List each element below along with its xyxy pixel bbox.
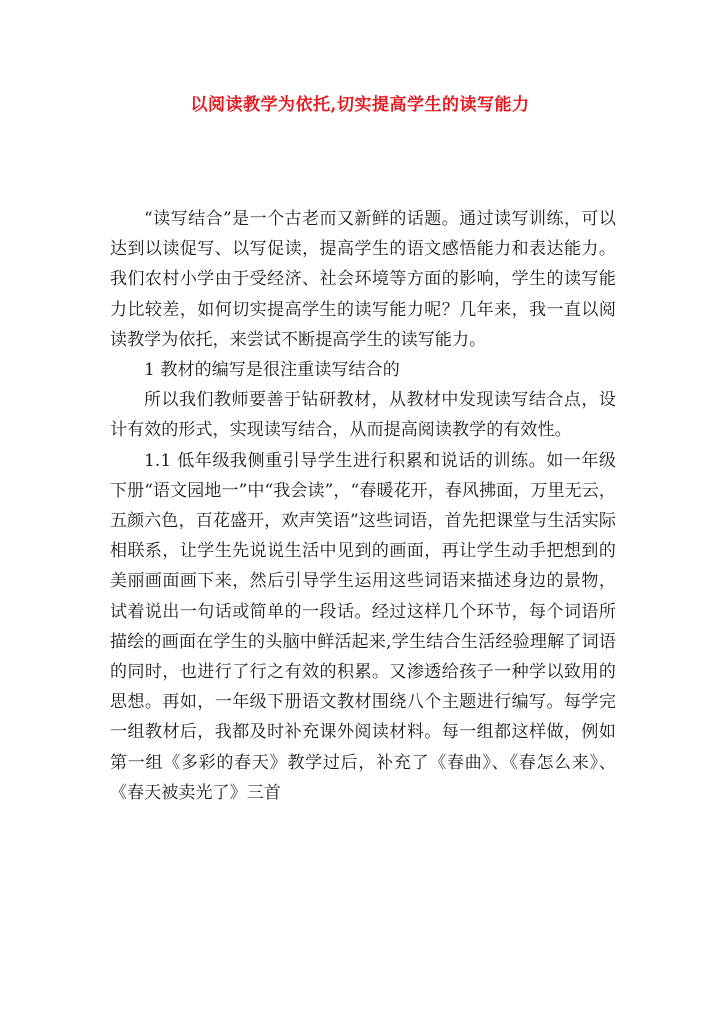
paragraph-intro: “读写结合”是一个古老而又新鲜的话题。通过读写训练，可以达到以读促写、以写促读，提高学生的语文感悟能力和表达能力。我们农村小学由于受经济、社会环境等方面的影响，学生的读写能力比较差，如何切实提高学生的读写能力呢？几年来，我一直以阅读教学为依托，来尝试不断提高学生的读写能力。 — [110, 209, 616, 350]
document-title: 以阅读教学为依托,切实提高学生的读写能力 — [190, 95, 530, 115]
paragraph-section-1-1: 1.1 低年级我侧重引导学生进行积累和说话的训练。如一年级下册“语文园地一”中“我会读”，“春暖花开，春风拂面，万里无云，五颜六色，百花盛开，欢声笑语”这些词语，首先把课堂与生活实际相联系，让学生先说说生活中见到的画面，再让学生动手把想到的美丽画面画下来，然后引导学生运用这些词语来描述身边的景物，试着说出一句话或简单的一段话。经过这样几个环节，每个词语所描绘的画面在学生的头脑中鲜活起来,学生结合生活经验理解了词语的同时，也进行了行之有效的积累。又渗透给孩子一种学以致用的思想。再如，一年级下册语文教材围绕八个主题进行编写。每学完一组教材后，我都及时补充课外阅读材料。每一组都这样做，例如第一组《多彩的春天》教学过后，补充了《春曲》、《春怎么来》、《春天被卖光了》三首 — [110, 450, 616, 803]
document-body — [110, 204, 616, 808]
section-heading-1: 1 教材的编写是很注重读写结合的 — [144, 360, 400, 381]
paragraph-section-1: 所以我们教师要善于钻研教材，从教材中发现读写结合点，设计有效的形式，实现读写结合，从而提高阅读教学的有效性。 — [110, 390, 616, 441]
